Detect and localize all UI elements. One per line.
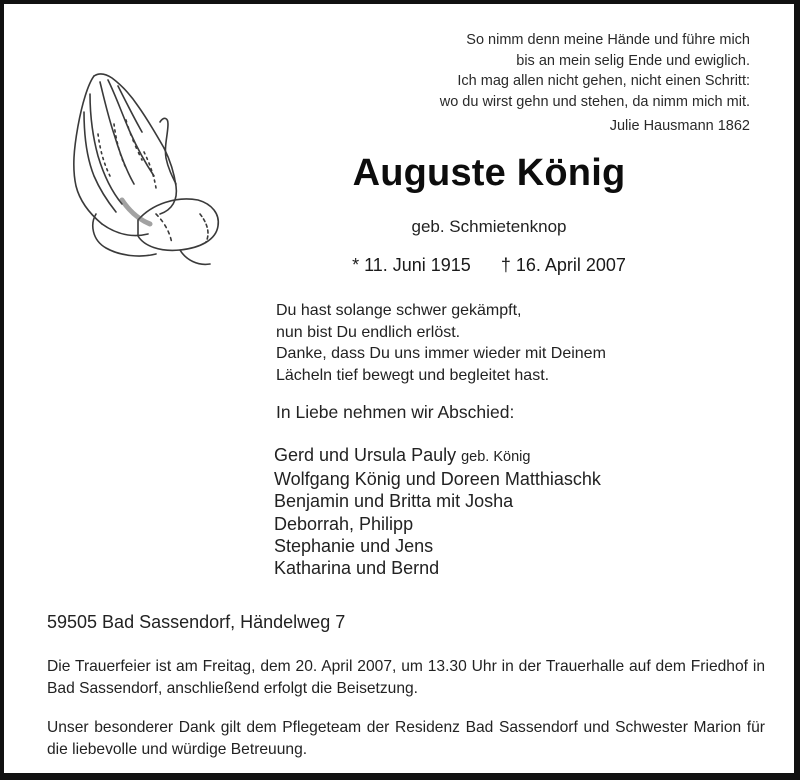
poem-line: wo du wirst gehn und stehen, da nimm mich mit.	[439, 93, 750, 110]
praying-hands-icon	[60, 64, 230, 274]
mourner-name: Gerd und Ursula Pauly	[274, 445, 457, 465]
verse-line: Danke, dass Du uns immer wieder mit Deinem	[276, 345, 606, 362]
verse-line: Du hast solange schwer gekämpft,	[276, 302, 522, 319]
poem-line: Ich mag allen nicht gehen, nicht einen Schritt:	[457, 73, 750, 89]
memorial-verse	[276, 300, 606, 386]
farewell-heading: In Liebe nehmen wir Abschied:	[276, 402, 515, 422]
mourner-note: geb. König	[461, 449, 531, 465]
mourner-entry: Deborrah, Philipp	[274, 513, 414, 534]
poem-block	[440, 30, 750, 137]
mourners-list	[274, 444, 601, 579]
mourner-entry: Benjamin und Britta mit Josha	[274, 491, 514, 512]
deceased-name: Auguste König	[352, 152, 626, 194]
death-date: † 16. April 2007	[500, 255, 626, 275]
poem-author: Julie Hausmann 1862	[609, 118, 750, 134]
birth-date: * 11. Juni 1915	[352, 255, 471, 275]
funeral-info: Die Trauerfeier ist am Freitag, dem 20. April 2007, um 13.30 Uhr in der Trauerhalle auf dem Friedhof in Bad Sassendorf, anschließend erfolgt die Beisetzung.	[47, 658, 765, 697]
mourner-entry	[274, 444, 601, 468]
mourner-entry: Katharina und Bernd	[274, 558, 440, 579]
poem-line: bis an mein selig Ende und ewiglich.	[516, 52, 750, 69]
verse-line: Lächeln tief bewegt und begleitet hast.	[276, 366, 550, 384]
thanks-note: Unser besonderer Dank gilt dem Pflegeteam der Residenz Bad Sassendorf und Schwester Marion für die liebevolle und würdige Betreuung.	[47, 719, 765, 758]
poem-line: So nimm denn meine Hände und führe mich	[466, 32, 750, 48]
maiden-name: geb. Schmietenknop	[411, 217, 567, 236]
life-dates	[304, 255, 674, 276]
mourner-entry: Stephanie und Jens	[274, 535, 434, 556]
verse-line: nun bist Du endlich erlöst.	[276, 323, 461, 341]
mourner-entry: Wolfgang König und Doreen Matthiaschk	[274, 469, 601, 490]
family-address: 59505 Bad Sassendorf, Händelweg 7	[47, 612, 346, 632]
